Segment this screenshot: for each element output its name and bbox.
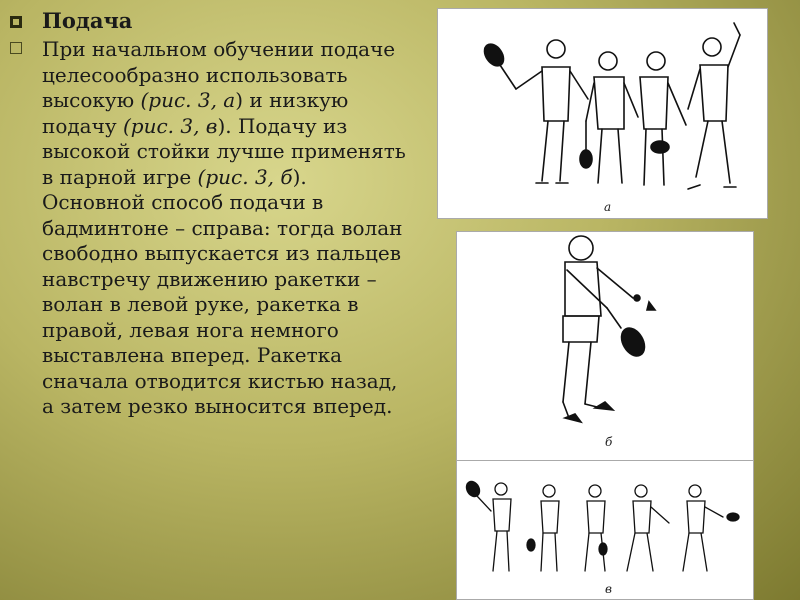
body-text-1: При начальном обучении подаче целесообразно использовать высокую xyxy=(42,37,396,112)
body-row xyxy=(10,34,410,420)
hollow-square-bullet-icon xyxy=(10,42,22,54)
figure-b-label: б xyxy=(605,435,613,449)
heading-row xyxy=(10,8,410,34)
figure-b-drawing xyxy=(457,232,753,461)
figure-ref-a: (рис. 3, а xyxy=(140,88,236,112)
text-block xyxy=(10,8,410,420)
figure-c-label: в xyxy=(605,582,612,596)
figure-a-drawing xyxy=(438,9,767,218)
figure-c-low-serve xyxy=(456,460,754,600)
figure-ref-b: (рис. 3, б xyxy=(197,164,293,189)
figure-a-high-serve xyxy=(437,8,768,219)
body-text-4: ). Основной способ подачи в бадминтоне – справа: тогда волан свободно выпускается из пальцев навстречу движению ракетки – волан в левой руке, ракетка в правой, левая нога немного выставлена вперед. Ракетка сначала отводится кистью назад, а затем резко выносится вперед. xyxy=(42,164,403,418)
figure-c-drawing xyxy=(457,461,753,599)
body-paragraph xyxy=(42,37,410,420)
slide-heading: Подача xyxy=(42,8,133,33)
figure-ref-c: (рис. 3, в xyxy=(122,113,218,138)
figure-b-high-stance-serve xyxy=(456,231,754,462)
body-text-2: ) и низкую подачу xyxy=(42,88,349,138)
figure-a-label: а xyxy=(604,200,612,214)
square-bullet-icon xyxy=(10,16,22,28)
body-text-3: ). Подачу из высокой стойки лучше применять в парной игре xyxy=(42,113,406,189)
